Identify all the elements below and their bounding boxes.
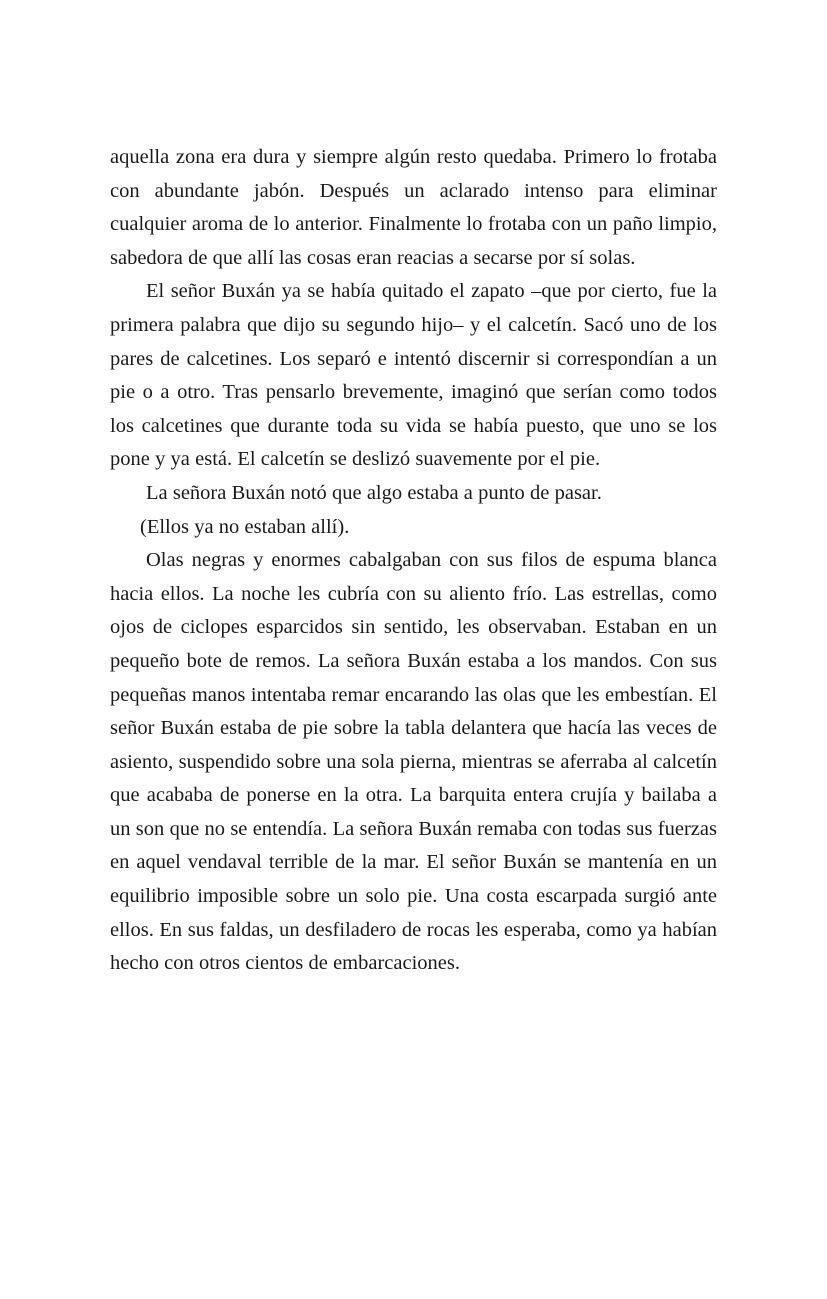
paragraph-senor-buxan-zapato: El señor Buxán ya se había quitado el zapato –que por cierto, fue la primera palabra que dijo su segundo hijo– y el calcetín. Sacó uno de los pares de calcetines. Los separó e intentó discernir si correspondían a un pie o a otro. Tras pensarlo brevemente, imaginó que serían como todos los calcetines que durante toda su vida se había puesto, que uno se los pone y ya está. El calcetín se deslizó suavemente por el pie. [110, 280, 717, 471]
paragraph-ellos-ya-no-estaban: (Ellos ya no estaban allí). [140, 515, 350, 538]
paragraph-continuation: aquella zona era dura y siempre algún resto quedaba. Primero lo frotaba con abundante jabón. Después un aclarado intenso para eliminar cualquier aroma de lo anterior. Finalmente lo frotaba con un paño limpio, sabedora de que allí las cosas eran reacias a secarse por sí solas. [110, 146, 717, 269]
paragraph-olas-negras: Olas negras y enormes cabalgaban con sus filos de espuma blanca hacia ellos. La noche les cubría con su aliento frío. Las estrellas, como ojos de ciclopes esparcidos sin sentido, les observaban. Estaban en un pequeño bote de remos. La señora Buxán estaba a los mandos. Con sus pequeñas manos intentaba remar encarando las olas que les embestían. El señor Buxán estaba de pie sobre la tabla delantera que hacía las veces de asiento, suspendido sobre una sola pierna, mientras se aferraba al calcetín que acababa de ponerse en la otra. La barquita entera crujía y bailaba a un son que no se entendía. La señora Buxán remaba con todas sus fuerzas en aquel vendaval terrible de la mar. El señor Buxán se mantenía en un equilibrio imposible sobre un solo pie. Una costa escarpada surgió ante ellos. En sus faldas, un desfiladero de rocas les esperaba, como ya habían hecho con otros cientos de embarcaciones. [110, 549, 717, 975]
body-text-column [110, 141, 717, 981]
paragraph-senora-buxan-noto: La señora Buxán notó que algo estaba a punto de pasar. [146, 481, 602, 504]
